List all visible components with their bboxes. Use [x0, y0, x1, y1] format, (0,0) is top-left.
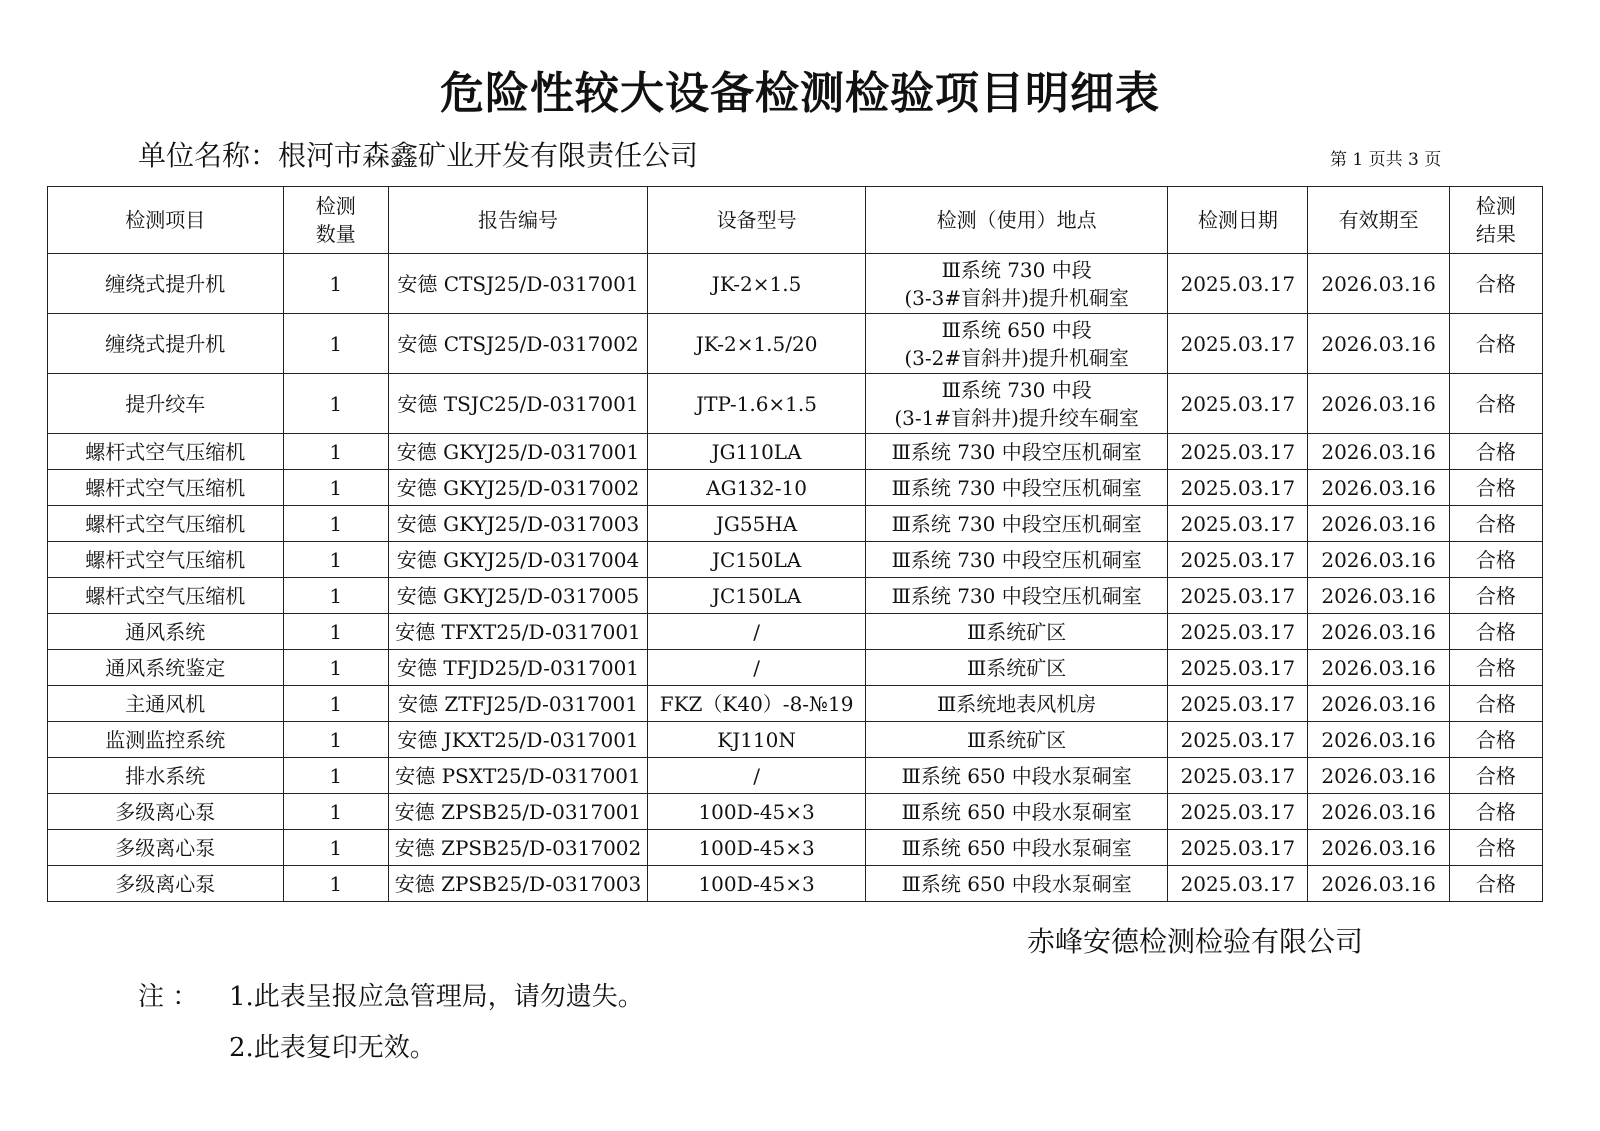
cell-report-number: 安德 TFJD25/D-0317001: [388, 650, 647, 686]
cell-inspection-date: 2025.03.17: [1168, 470, 1308, 506]
cell-item: 通风系统鉴定: [48, 650, 284, 686]
page-number: 第 1 页共 3 页: [1330, 150, 1442, 170]
cell-item: 螺杆式空气压缩机: [48, 506, 284, 542]
cell-quantity: 1: [283, 758, 388, 794]
cell-item: 螺杆式空气压缩机: [48, 578, 284, 614]
table-header-row: [48, 187, 1543, 254]
cell-valid-until: 2026.03.16: [1308, 830, 1449, 866]
cell-location: [866, 686, 1168, 722]
location-line: Ⅲ系统矿区: [967, 619, 1067, 644]
cell-location: [866, 830, 1168, 866]
notes-label: 注 ：: [138, 982, 199, 1012]
cell-model: AG132-10: [648, 470, 866, 506]
cell-valid-until: 2026.03.16: [1308, 470, 1449, 506]
cell-inspection-date: 2025.03.17: [1168, 374, 1308, 434]
cell-valid-until: 2026.03.16: [1308, 614, 1449, 650]
note-item: 2.此表复印无效。: [229, 1033, 436, 1063]
cell-location: [866, 506, 1168, 542]
cell-quantity: 1: [283, 434, 388, 470]
cell-valid-until: 2026.03.16: [1308, 794, 1449, 830]
cell-quantity: 1: [283, 314, 388, 374]
table-row: [48, 578, 1543, 614]
cell-result: 合格: [1449, 758, 1542, 794]
cell-inspection-date: 2025.03.17: [1168, 314, 1308, 374]
cell-model: /: [648, 650, 866, 686]
table-row: [48, 830, 1543, 866]
cell-valid-until: 2026.03.16: [1308, 758, 1449, 794]
cell-item: 多级离心泵: [48, 794, 284, 830]
cell-quantity: 1: [283, 542, 388, 578]
header-result: 检测 结果: [1449, 187, 1542, 254]
cell-valid-until: 2026.03.16: [1308, 650, 1449, 686]
table-row: [48, 686, 1543, 722]
table-row: [48, 614, 1543, 650]
table-row: [48, 314, 1543, 374]
header-report-number: 报告编号: [388, 187, 647, 254]
cell-quantity: 1: [283, 830, 388, 866]
cell-inspection-date: 2025.03.17: [1168, 542, 1308, 578]
location-line: Ⅲ系统 730 中段空压机硐室: [891, 511, 1142, 536]
cell-location: [866, 578, 1168, 614]
cell-item: 缠绕式提升机: [48, 314, 284, 374]
header-valid-until: 有效期至: [1308, 187, 1449, 254]
table-row: [48, 542, 1543, 578]
cell-item: 排水系统: [48, 758, 284, 794]
cell-quantity: 1: [283, 470, 388, 506]
cell-location: [866, 866, 1168, 902]
cell-model: KJ110N: [648, 722, 866, 758]
cell-inspection-date: 2025.03.17: [1168, 686, 1308, 722]
cell-location: [866, 758, 1168, 794]
cell-item: 主通风机: [48, 686, 284, 722]
cell-inspection-date: 2025.03.17: [1168, 866, 1308, 902]
table-body: [48, 254, 1543, 902]
cell-quantity: 1: [283, 254, 388, 314]
cell-report-number: 安德 JKXT25/D-0317001: [388, 722, 647, 758]
table-row: [48, 758, 1543, 794]
unit-name: 单位名称：根河市森鑫矿业开发有限责任公司: [138, 139, 699, 172]
cell-model: JG110LA: [648, 434, 866, 470]
cell-item: 提升绞车: [48, 374, 284, 434]
cell-quantity: 1: [283, 374, 388, 434]
cell-model: 100D-45×3: [648, 794, 866, 830]
cell-inspection-date: 2025.03.17: [1168, 614, 1308, 650]
cell-valid-until: 2026.03.16: [1308, 506, 1449, 542]
cell-item: 多级离心泵: [48, 830, 284, 866]
cell-item: 缠绕式提升机: [48, 254, 284, 314]
cell-location: [866, 614, 1168, 650]
cell-report-number: 安德 GKYJ25/D-0317004: [388, 542, 647, 578]
location-line: Ⅲ系统 730 中段: [941, 377, 1092, 402]
cell-model: JK-2×1.5: [648, 254, 866, 314]
location-line: Ⅲ系统地表风机房: [937, 691, 1097, 716]
cell-inspection-date: 2025.03.17: [1168, 794, 1308, 830]
cell-inspection-date: 2025.03.17: [1168, 830, 1308, 866]
header-model: 设备型号: [648, 187, 866, 254]
cell-result: 合格: [1449, 722, 1542, 758]
cell-item: 螺杆式空气压缩机: [48, 542, 284, 578]
cell-report-number: 安德 ZPSB25/D-0317001: [388, 794, 647, 830]
table-row: [48, 506, 1543, 542]
cell-result: 合格: [1449, 578, 1542, 614]
cell-model: /: [648, 758, 866, 794]
cell-model: 100D-45×3: [648, 830, 866, 866]
cell-result: 合格: [1449, 686, 1542, 722]
location-line: Ⅲ系统 650 中段: [941, 317, 1092, 342]
cell-inspection-date: 2025.03.17: [1168, 434, 1308, 470]
location-line: (3-1#盲斜井)提升绞车硐室: [894, 405, 1139, 430]
cell-quantity: 1: [283, 794, 388, 830]
cell-model: FKZ（K40）-8-№19: [648, 686, 866, 722]
cell-item: 多级离心泵: [48, 866, 284, 902]
location-line: Ⅲ系统 650 中段水泵硐室: [901, 835, 1132, 860]
cell-model: 100D-45×3: [648, 866, 866, 902]
location-line: Ⅲ系统 730 中段: [941, 257, 1092, 282]
cell-model: JC150LA: [648, 542, 866, 578]
cell-report-number: 安德 TSJC25/D-0317001: [388, 374, 647, 434]
cell-item: 螺杆式空气压缩机: [48, 470, 284, 506]
location-line: Ⅲ系统矿区: [967, 727, 1067, 752]
cell-item: 监测监控系统: [48, 722, 284, 758]
cell-inspection-date: 2025.03.17: [1168, 758, 1308, 794]
cell-result: 合格: [1449, 650, 1542, 686]
cell-report-number: 安德 GKYJ25/D-0317001: [388, 434, 647, 470]
cell-quantity: 1: [283, 578, 388, 614]
cell-report-number: 安德 GKYJ25/D-0317002: [388, 470, 647, 506]
inspection-table: [47, 186, 1543, 902]
cell-result: 合格: [1449, 866, 1542, 902]
cell-valid-until: 2026.03.16: [1308, 866, 1449, 902]
cell-location: [866, 542, 1168, 578]
page-title: 危险性较大设备检测检验项目明细表: [440, 68, 1160, 119]
cell-valid-until: 2026.03.16: [1308, 542, 1449, 578]
cell-result: 合格: [1449, 374, 1542, 434]
cell-report-number: 安德 GKYJ25/D-0317003: [388, 506, 647, 542]
issuer-name: 赤峰安德检测检验有限公司: [1027, 925, 1364, 958]
location-line: (3-2#盲斜井)提升机硐室: [904, 345, 1129, 370]
table-row: [48, 722, 1543, 758]
cell-location: [866, 314, 1168, 374]
cell-location: [866, 434, 1168, 470]
header-item: 检测项目: [48, 187, 284, 254]
table-row: [48, 794, 1543, 830]
cell-report-number: 安德 ZPSB25/D-0317003: [388, 866, 647, 902]
location-line: Ⅲ系统 730 中段空压机硐室: [891, 547, 1142, 572]
table-row: [48, 434, 1543, 470]
cell-valid-until: 2026.03.16: [1308, 314, 1449, 374]
cell-result: 合格: [1449, 542, 1542, 578]
cell-result: 合格: [1449, 470, 1542, 506]
cell-quantity: 1: [283, 866, 388, 902]
cell-inspection-date: 2025.03.17: [1168, 254, 1308, 314]
cell-location: [866, 374, 1168, 434]
table-row: [48, 470, 1543, 506]
location-line: Ⅲ系统 730 中段空压机硐室: [891, 583, 1142, 608]
cell-location: [866, 650, 1168, 686]
cell-quantity: 1: [283, 686, 388, 722]
cell-result: 合格: [1449, 506, 1542, 542]
cell-valid-until: 2026.03.16: [1308, 686, 1449, 722]
header-inspection-date: 检测日期: [1168, 187, 1308, 254]
cell-location: [866, 794, 1168, 830]
cell-model: JTP-1.6×1.5: [648, 374, 866, 434]
cell-valid-until: 2026.03.16: [1308, 374, 1449, 434]
cell-inspection-date: 2025.03.17: [1168, 506, 1308, 542]
cell-report-number: 安德 CTSJ25/D-0317002: [388, 314, 647, 374]
location-line: (3-3#盲斜井)提升机硐室: [904, 285, 1129, 310]
cell-report-number: 安德 TFXT25/D-0317001: [388, 614, 647, 650]
cell-valid-until: 2026.03.16: [1308, 434, 1449, 470]
cell-location: [866, 722, 1168, 758]
cell-quantity: 1: [283, 650, 388, 686]
cell-location: [866, 470, 1168, 506]
cell-model: JC150LA: [648, 578, 866, 614]
table-row: [48, 374, 1543, 434]
cell-item: 螺杆式空气压缩机: [48, 434, 284, 470]
cell-result: 合格: [1449, 434, 1542, 470]
cell-model: JK-2×1.5/20: [648, 314, 866, 374]
cell-model: /: [648, 614, 866, 650]
location-line: Ⅲ系统 730 中段空压机硐室: [891, 439, 1142, 464]
cell-quantity: 1: [283, 722, 388, 758]
location-line: Ⅲ系统 730 中段空压机硐室: [891, 475, 1142, 500]
table-row: [48, 254, 1543, 314]
cell-valid-until: 2026.03.16: [1308, 578, 1449, 614]
cell-quantity: 1: [283, 614, 388, 650]
cell-inspection-date: 2025.03.17: [1168, 650, 1308, 686]
location-line: Ⅲ系统 650 中段水泵硐室: [901, 763, 1132, 788]
location-line: Ⅲ系统 650 中段水泵硐室: [901, 799, 1132, 824]
cell-model: JG55HA: [648, 506, 866, 542]
header-location: 检测（使用）地点: [866, 187, 1168, 254]
cell-report-number: 安德 ZPSB25/D-0317002: [388, 830, 647, 866]
cell-inspection-date: 2025.03.17: [1168, 578, 1308, 614]
cell-valid-until: 2026.03.16: [1308, 722, 1449, 758]
cell-report-number: 安德 GKYJ25/D-0317005: [388, 578, 647, 614]
location-line: Ⅲ系统矿区: [967, 655, 1067, 680]
cell-result: 合格: [1449, 830, 1542, 866]
location-line: Ⅲ系统 650 中段水泵硐室: [901, 871, 1132, 896]
note-item: 1.此表呈报应急管理局，请勿遗失。: [229, 982, 644, 1012]
cell-item: 通风系统: [48, 614, 284, 650]
cell-report-number: 安德 PSXT25/D-0317001: [388, 758, 647, 794]
table-row: [48, 650, 1543, 686]
cell-result: 合格: [1449, 314, 1542, 374]
cell-valid-until: 2026.03.16: [1308, 254, 1449, 314]
cell-report-number: 安德 ZTFJ25/D-0317001: [388, 686, 647, 722]
cell-result: 合格: [1449, 794, 1542, 830]
cell-location: [866, 254, 1168, 314]
cell-quantity: 1: [283, 506, 388, 542]
table-row: [48, 866, 1543, 902]
cell-result: 合格: [1449, 254, 1542, 314]
cell-result: 合格: [1449, 614, 1542, 650]
cell-inspection-date: 2025.03.17: [1168, 722, 1308, 758]
cell-report-number: 安德 CTSJ25/D-0317001: [388, 254, 647, 314]
header-quantity: 检测 数量: [283, 187, 388, 254]
